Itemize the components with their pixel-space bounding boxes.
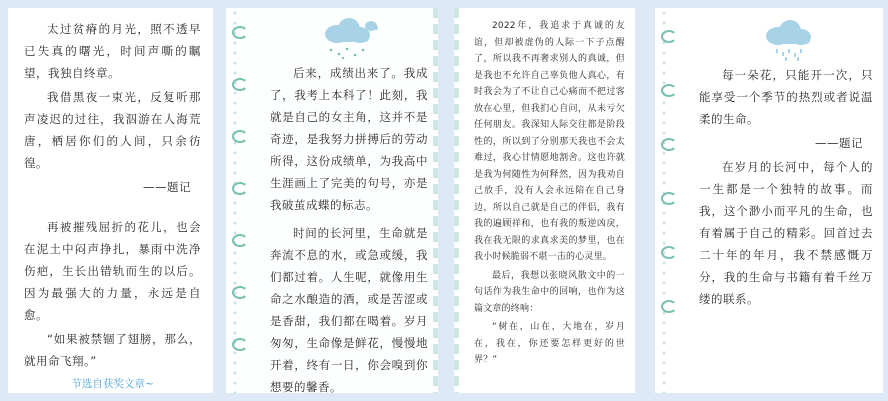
source-note: 节选自获奖文章~ (71, 378, 154, 390)
quote-paragraph: “如果被禁锢了翅膀，那么，就用命飞翔。” (24, 332, 201, 368)
binding-ring-icon (232, 234, 248, 247)
paragraph: 在岁月的长河中，每个人的一生都是一个独特的故事。而我，这个渺小而平凡的生命，也有着属于自己的精彩。回首过去二十年的年月，我不禁感慨万分，我的生命与书籍有着千丝万缕的联系。 (699, 160, 873, 306)
binding-ring-icon (661, 30, 677, 43)
page-1 (8, 8, 213, 393)
binding-ring-icon (232, 26, 248, 39)
quote-paragraph: “树在，山在，大地在，岁月在，我在，你还要怎样更好的世界？” (474, 322, 625, 365)
binding-ring-icon (232, 78, 248, 91)
page-2-text (270, 62, 428, 393)
epigraph-signature: ——题记 (815, 136, 863, 150)
binding-ring-icon (661, 192, 677, 205)
spiral-binding (230, 8, 252, 393)
dot-pattern-strip (230, 8, 240, 393)
binding-ring-icon (232, 130, 248, 143)
spiral-binding (659, 8, 681, 393)
paragraph: 我借黑夜一束光，反复听那声凌迟的过往，我泅游在人海荒唐，栖居你们的人间，只余彷徨。 (24, 90, 201, 170)
page-4-text (699, 64, 873, 310)
binding-ring-icon (232, 338, 248, 351)
dashed-edge (454, 8, 459, 393)
page-3 (454, 8, 635, 393)
dashed-edge (433, 8, 438, 393)
paragraph: 最后，我想以张晓风散文中的一句话作为我生命中的回响，也作为这篇文章的终响： (474, 270, 625, 314)
binding-ring-icon (661, 246, 677, 259)
binding-ring-icon (661, 300, 677, 313)
page-4 (655, 8, 883, 393)
page-3-text (474, 18, 625, 369)
binding-ring-icon (232, 286, 248, 299)
paragraph: 太过贫瘠的月光，照不透早已失真的曙光，时间声嘶的瞩望，我独自终章。 (24, 22, 201, 80)
paragraph: 每一朵花，只能开一次，只能享受一个季节的热烈或者说温柔的生命。 (699, 68, 873, 126)
paragraph: 2022年，我追求于真诚的友谊，但却被虚伪的人际一下子点醒了，所以我不再奢求别人的真诚，但是我也不允许自己辜负他人真心，有时我会为了不让自己心痛而不把过客放在心里，但我扪心自问，从未亏欠任何朋友。我深知人际交往都是阶段性的，所以到了分别那天我也不会太难过，我心甘情愿地割舍。这也许就是我为何随性为何释然，因为我劝自己放手，没有人会永远陪在自己身边，所以自己就是自己的伴侣，我有我的遍顾祥和，也有我的叛逆凶戾，我在我无限的求真求美的梦里，也在我小时候脆弱不堪一击的心灵里。 (474, 21, 625, 262)
page-1-text (24, 18, 201, 372)
rain-cloud-icon (309, 16, 389, 60)
paragraph: 后来，成绩出来了。我成了，我考上本科了！此刻，我就是自己的女主角，这并不是奇迹，是我努力拼搏后的劳动所得，这份成绩单，为我高中生涯画上了完美的句号，亦是我破茧成蝶的标志。 (270, 66, 428, 212)
page-2 (226, 8, 438, 393)
binding-ring-icon (661, 84, 677, 97)
paragraph: 再被摧残屈折的花儿，也会在泥土中闷声挣扎，暴雨中洗净伤疤，生长出错轨而生的以后。因为最强大的力量，永远是自愈。 (24, 220, 201, 322)
epigraph-signature: ——题记 (143, 180, 191, 194)
paragraph: 时间的长河里，生命就是奔流不息的水，或急或缓，我们都过着。人生呢，就像用生命之水酿造的酒，或是苦涩或是香甜，我们都在喝着。岁月匆匆，生命像是鲜花，慢慢地开着，终有一日，你会嗅到你想要的馨香。 (270, 226, 428, 393)
binding-ring-icon (661, 138, 677, 151)
rain-cloud-icon (746, 18, 826, 62)
binding-ring-icon (232, 182, 248, 195)
